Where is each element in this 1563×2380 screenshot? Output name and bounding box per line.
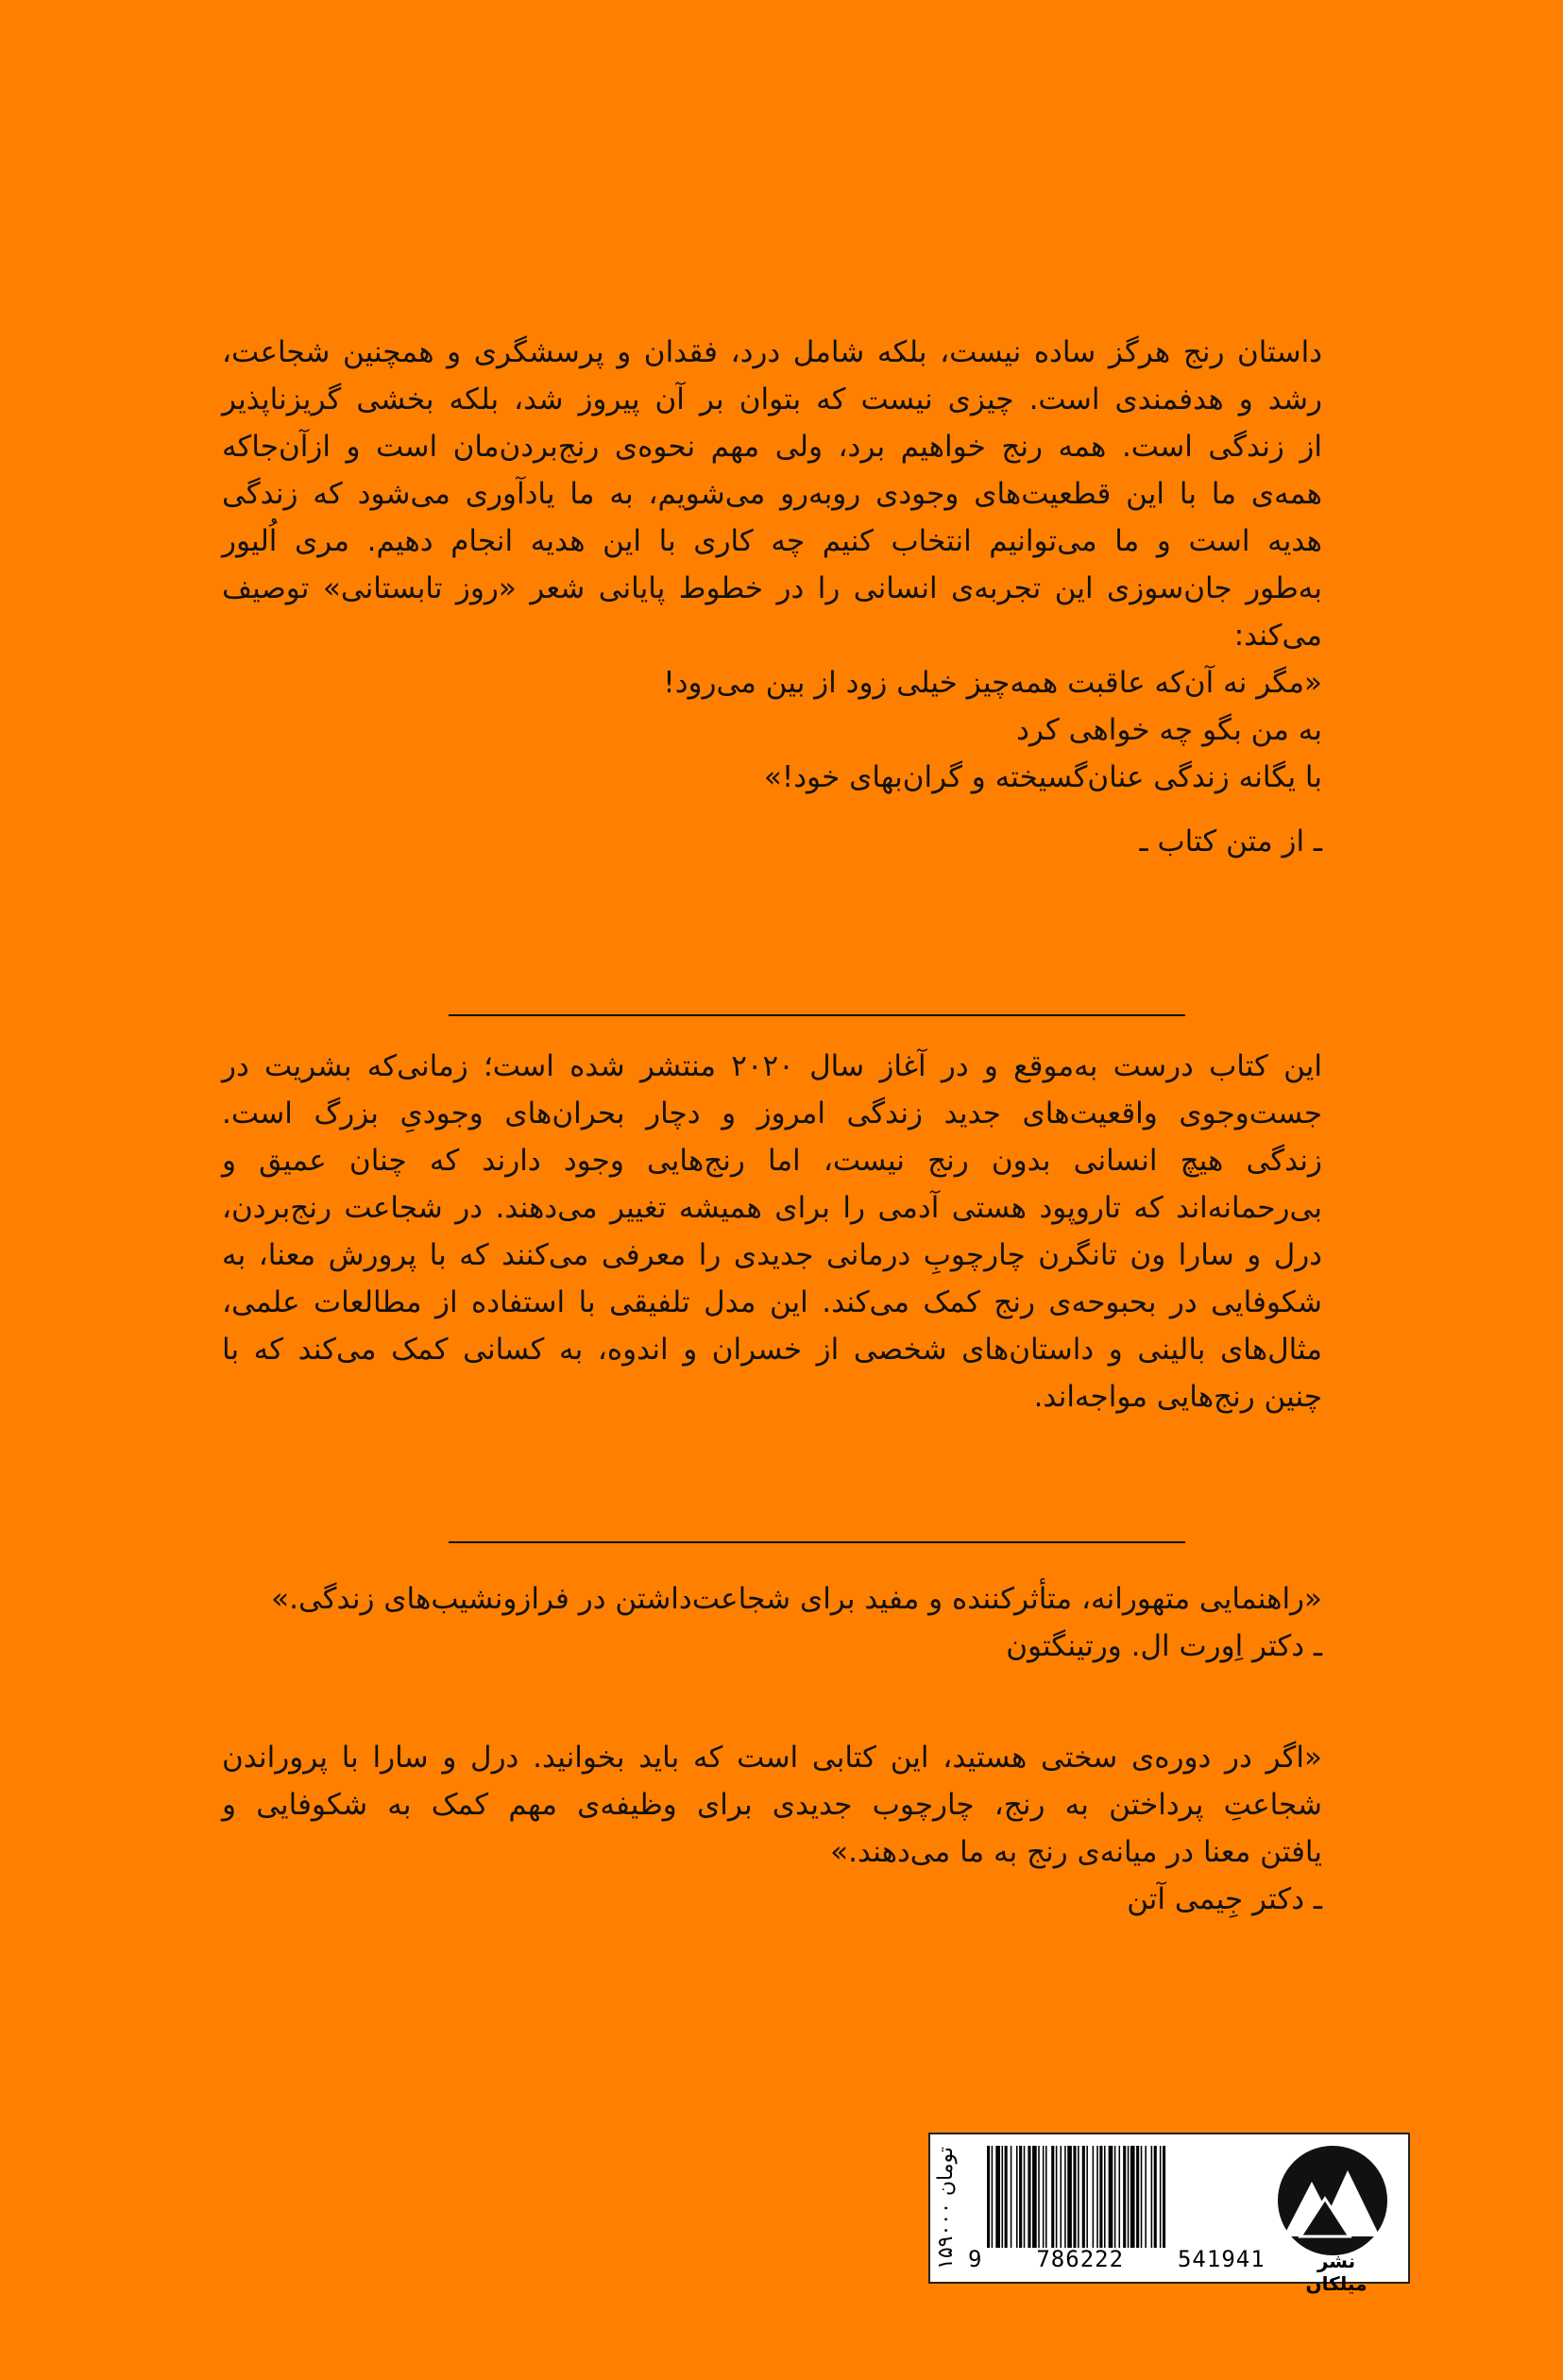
excerpt-line: می‌کند: — [1233, 619, 1322, 653]
barcode-bar — [987, 2146, 990, 2248]
divider-2 — [449, 1541, 1185, 1543]
isbn-number — [968, 2246, 1266, 2278]
barcode-bar — [1032, 2146, 1037, 2248]
barcode-bar — [1114, 2146, 1116, 2248]
poem-line: «مگر نه آن‌که عاقبت همه‌چیز خیلی زود از بین می‌رود! — [663, 666, 1322, 700]
barcode-bar — [1163, 2146, 1165, 2248]
barcode-bar — [1011, 2146, 1012, 2248]
poem-line: با یگانه زندگی عنان‌گسیخته و گران‌بهای خود!» — [763, 760, 1322, 794]
excerpt-line: هدیه است و ما می‌توانیم انتخاب کنیم چه کاری با این هدیه انجام دهیم. مری اُلیور — [222, 524, 1322, 558]
excerpt-line: داستان رنج هرگز ساده نیست، بلکه شامل درد، فقدان و پرسشگری و همچنین شجاعت، — [222, 335, 1322, 369]
barcode-bar — [1056, 2146, 1058, 2248]
barcode-bar — [1136, 2146, 1139, 2248]
description-line: جست‌وجوی واقعیت‌های جدید زندگی امروز و دچار بحران‌های وجودیِ بزرگ است. — [222, 1096, 1322, 1130]
publisher-name: نشر میلکان — [1305, 2250, 1368, 2295]
barcode-bar — [1005, 2146, 1008, 2248]
description-block — [222, 1043, 1322, 1420]
barcode-bar — [1145, 2146, 1147, 2248]
excerpt-line: همه‌ی ما با این قطعیت‌های وجودی روبه‌رو می‌شویم، به ما یادآوری می‌شود که زندگی — [222, 477, 1322, 511]
barcode-bar — [1109, 2146, 1113, 2248]
excerpt-line: به‌طور جان‌سوزی این تجربه‌ی انسانی را در خطوط پایانی شعر «روز تابستانی» توصیف — [222, 571, 1322, 605]
description-line: چنین رنج‌هایی مواجه‌اند. — [1033, 1380, 1322, 1414]
barcode-bar — [1093, 2146, 1095, 2248]
barcode-bar — [992, 2146, 994, 2248]
barcode-bar — [1019, 2146, 1022, 2248]
barcode-bar — [1038, 2146, 1040, 2248]
barcode-bar — [1016, 2146, 1018, 2248]
isbn-lead: 9 — [968, 2246, 983, 2272]
barcode-bar — [1086, 2146, 1088, 2248]
barcode-bar — [1119, 2146, 1121, 2248]
description-line: مثال‌های بالینی و داستان‌های شخصی از خسران و اندوه، به کسانی کمک می‌کند که با — [222, 1333, 1322, 1367]
excerpt-block — [222, 329, 1322, 865]
description-line: شکوفایی در بحبوحه‌ی رنج کمک می‌کند. این مدل تلفیقی با استفاده از مطالعات علمی، — [222, 1285, 1322, 1319]
endorsement-quote: «راهنمایی متهورانه، متأثرکننده و مفید برای شجاعت‌داشتن در فرازونشیب‌های زندگی.» — [271, 1582, 1322, 1616]
barcode-bar — [1141, 2146, 1143, 2248]
description-line: زندگی هیچ انسانی بدون رنج نیست، اما رنج‌هایی وجود دارند که چنان عمیق و — [222, 1144, 1322, 1178]
barcode-bar — [1130, 2146, 1135, 2248]
endorsement-author: ـ دکتر اِورت ال. ورتینگتون — [1006, 1629, 1322, 1663]
barcode-bar — [1154, 2146, 1157, 2248]
endorsement-2 — [222, 1734, 1322, 1923]
excerpt-line: از زندگی است. همه رنج خواهیم برد، ولی مهم نحوه‌ی رنج‌بردن‌مان است و ازآن‌جاکه — [222, 430, 1322, 464]
endorsement-author: ـ دکتر جِیمی آتن — [1127, 1882, 1322, 1916]
barcode-bar — [1045, 2146, 1047, 2248]
barcode-panel — [928, 2133, 1410, 2295]
barcode-bar — [1073, 2146, 1076, 2248]
endorsement-1 — [222, 1575, 1322, 1670]
barcode-bar — [1078, 2146, 1079, 2248]
barcode-bar — [1099, 2146, 1102, 2248]
endorsement-quote-line: «اگر در دوره‌ی سختی هستید، این کتابی است که باید بخوانید. درل و سارا با پروراندن — [222, 1741, 1322, 1775]
description-line: درل و سارا ون تانگرن چارچوبِ درمانی جدیدی را معرفی می‌کنند که با پرورش معنا، به — [222, 1238, 1322, 1272]
divider-1 — [449, 1014, 1185, 1016]
endorsement-quote-line: شجاعتِ پرداختن به رنج، چارچوب جدیدی برای وظیفه‌ی مهم کمک به شکوفایی و — [222, 1788, 1322, 1822]
barcode-bar — [1061, 2146, 1062, 2248]
barcode-bar — [1064, 2146, 1066, 2248]
barcode-bar — [995, 2146, 1000, 2248]
barcode-bar — [1051, 2146, 1054, 2248]
barcode-bar — [1123, 2146, 1126, 2248]
barcode-icon — [985, 2146, 1232, 2248]
price-label: ۱۵۹۰۰۰ تومان — [934, 2146, 958, 2270]
barcode-bar — [1128, 2146, 1130, 2248]
barcode-bar — [1151, 2146, 1153, 2248]
description-line: بی‌رحمانه‌اند که تاروپود هستی آدمی را برای همیشه تغییر می‌دهند. در شجاعت رنج‌بردن، — [222, 1191, 1322, 1225]
barcode-bar — [1082, 2146, 1085, 2248]
barcode-bar — [1160, 2146, 1162, 2248]
poem-line: به من بگو چه خواهی کرد — [1016, 713, 1322, 747]
barcode-bar — [1024, 2146, 1026, 2248]
excerpt-line: رشد و هدفمندی است. چیزی نیست که بتوان بر آن پیروز شد، بلکه بخشی گریزناپذیر — [222, 382, 1322, 416]
excerpt-source: ـ از متن کتاب ـ — [1139, 824, 1322, 858]
isbn-group-1: 786222 — [1036, 2246, 1125, 2272]
barcode-bar — [1104, 2146, 1106, 2248]
barcode-bar — [1028, 2146, 1030, 2248]
barcode-bar — [1067, 2146, 1072, 2248]
isbn-group-2: 541941 — [1177, 2246, 1266, 2272]
barcode-bar — [1043, 2146, 1045, 2248]
endorsement-quote-line: یافتن معنا در میانه‌ی رنج به ما می‌دهند.» — [830, 1835, 1322, 1869]
barcode-bar — [1096, 2146, 1098, 2248]
description-line: این کتاب درست به‌موقع و در آغاز سال ۲۰۲۰ منتشر شده است؛ زمانی‌که بشریت در — [222, 1049, 1322, 1083]
barcode-bar — [1002, 2146, 1004, 2248]
